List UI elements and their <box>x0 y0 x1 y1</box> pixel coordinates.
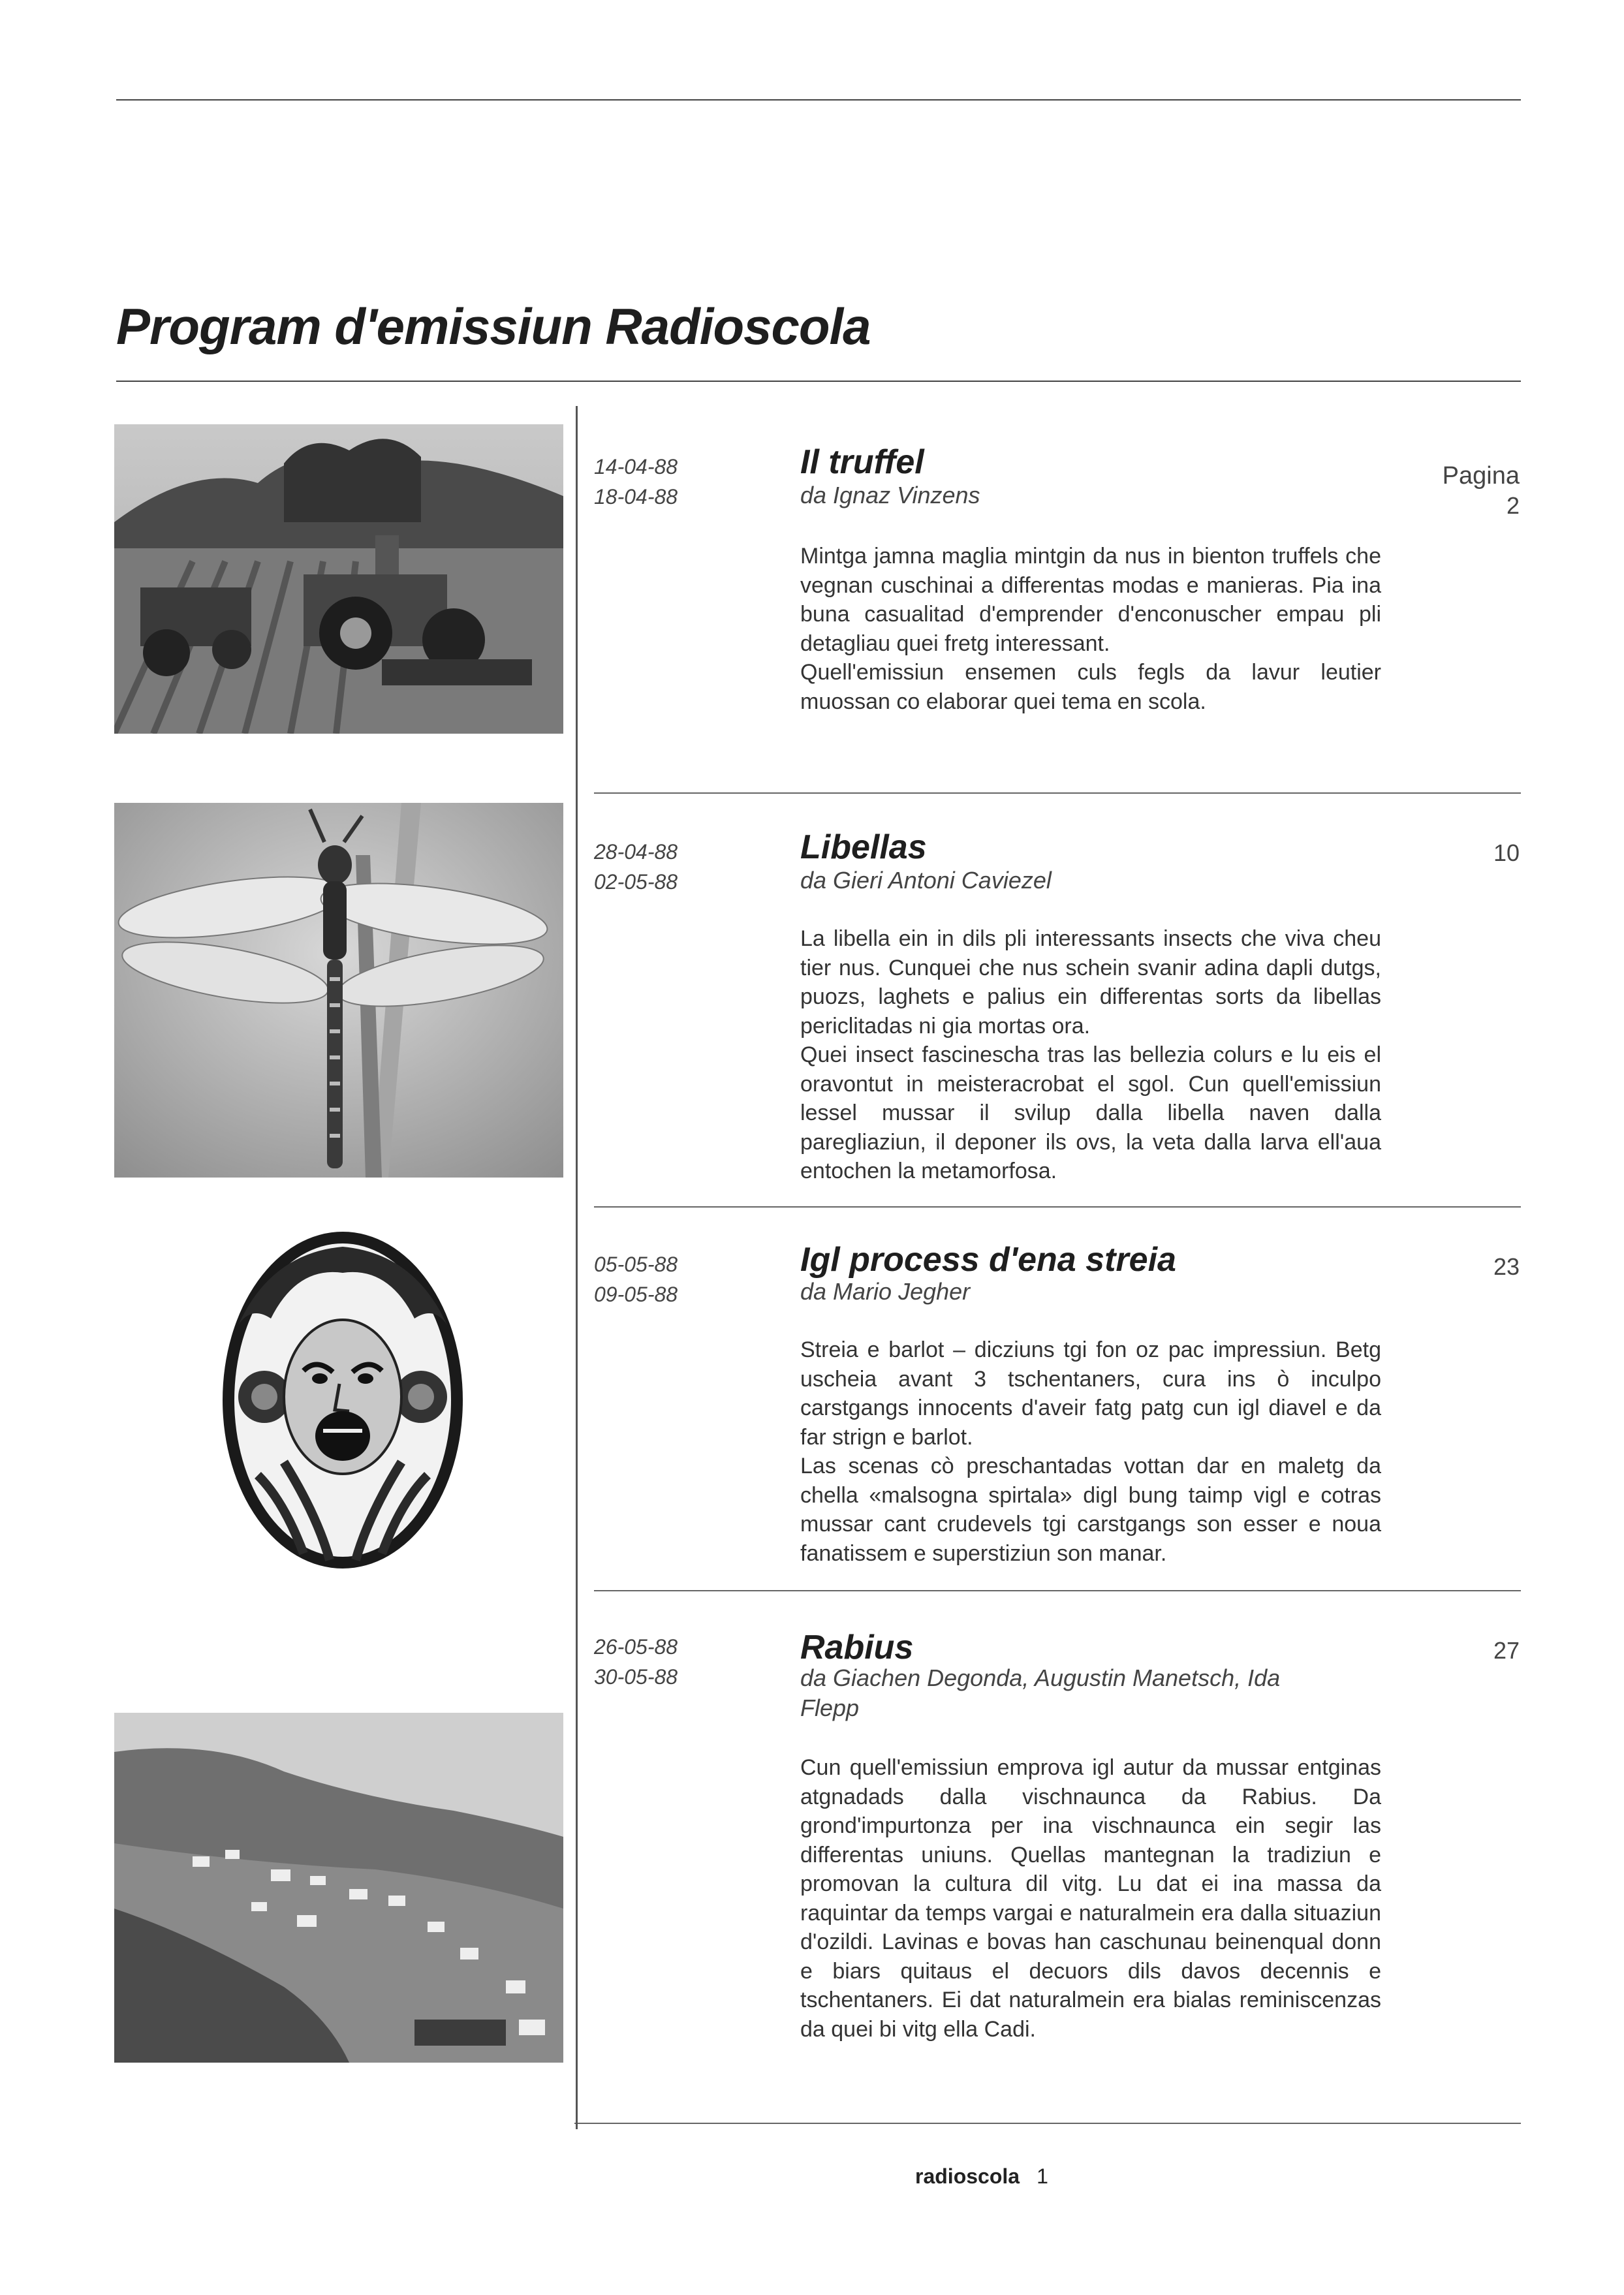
broadcast-date: 05-05-88 <box>594 1253 678 1276</box>
bottom-rule <box>574 2123 1521 2124</box>
separator-rule-3 <box>594 1590 1521 1591</box>
footer-brand: radioscola <box>915 2164 1020 2188</box>
page-title: Program d'emissiun Radioscola <box>116 298 871 355</box>
separator-rule-2 <box>594 1206 1521 1208</box>
broadcast-date: 02-05-88 <box>594 870 678 894</box>
description-paragraph: Las scenas cò preschantadas vottan dar en maletg da chella «malsogna spirtala» digl bung taimp vigl e cotras mussar cant crudevels tgi carstgangs son esser e noua fanatissem e superstiziun son manar. <box>800 1454 1381 1566</box>
description-paragraph: La libella ein in dils pli interessants insects che viva cheu tier nus. Cunquei che nus schein svanir adina dapli dutgs, puozs, laghets e palius ein differentas sorts da libellas periclitadas ni gia mortas ora. <box>800 926 1381 1038</box>
episode-description <box>800 542 1381 716</box>
rabius-village-photo <box>114 1713 563 2063</box>
episode-page-number: 2 <box>1506 492 1520 519</box>
episode-page-number: 10 <box>1493 839 1520 866</box>
witch-engraving <box>219 1227 467 1573</box>
description-paragraph: Streia e barlot – dicziuns tgi fon oz pac impressiun. Betg uscheia avant 3 tschentaners, cura ins ò inculpo carstgangs innocents d'aveir fatg patg cun igl diavel e da far strign e barlot. <box>800 1337 1381 1450</box>
episode-description <box>800 1335 1381 1568</box>
episode-description <box>800 924 1381 1186</box>
footer-page-number: 1 <box>1037 2164 1048 2188</box>
episode-author: da Mario Jegher <box>800 1278 971 1305</box>
episode-dates <box>594 452 764 512</box>
page-footer <box>915 2164 1048 2189</box>
broadcast-date: 30-05-88 <box>594 1665 678 1689</box>
episode-page-number: 23 <box>1493 1253 1520 1280</box>
separator-rule-1 <box>594 792 1521 794</box>
episode-dates <box>594 1632 764 1692</box>
description-paragraph: Cun quell'emissiun emprova igl autur da mussar entginas atgnadads dalla vischnaunca da Rabius. Da grond'impurtonza per ina vischnaunca ein segir las differentas uniuns. Quellas mantegnan la tradiziun e promovan la cultura dil vitg. Lu dat ei ina massa da raquintar da temps vargai e naturalmein era dalla situaziun d'ozildi. Lavinas e bovas han caschunau beinenqual donn e biars quitaus el decuors dils davos decennis e tschentaners. Ei dat naturalmein era bialas reminiscenzas da quei bi vitg ella Cadi. <box>800 1755 1381 2042</box>
episode-title: Libellas <box>800 828 927 866</box>
episode-description <box>800 1753 1381 2044</box>
episode-page-number: 27 <box>1493 1637 1520 1664</box>
episode-dates <box>594 837 764 897</box>
episode-author: da Giachen Degonda, Augustin Manetsch, Ida Flepp <box>800 1664 1281 1721</box>
broadcast-date: 28-04-88 <box>594 840 678 864</box>
episode-author: da Gieri Antoni Caviezel <box>800 867 1052 894</box>
broadcast-date: 18-04-88 <box>594 485 678 508</box>
top-rule <box>116 99 1521 101</box>
episode-title: Il truffel <box>800 443 924 481</box>
description-paragraph: Mintga jamna maglia mintgin da nus in bienton truffels che vegnan cuschinai a differentas modas e manieras. Pia ina buna casualitad d'emprender d'enconuscher empau pli detagliau quei fretg interessant. <box>800 544 1381 656</box>
episode-title: Rabius <box>800 1629 914 1666</box>
description-paragraph: Quell'emissiun ensemen culs fegls da lavur leutier muossan co elaborar quei tema en scola. <box>800 660 1381 714</box>
episode-author: da Ignaz Vinzens <box>800 482 980 508</box>
episode-dates <box>594 1249 764 1309</box>
tractor-photo <box>114 424 563 734</box>
episode-title: Igl process d'ena streia <box>800 1241 1176 1279</box>
dragonfly-photo <box>114 803 563 1178</box>
broadcast-date: 26-05-88 <box>594 1635 678 1659</box>
title-rule <box>116 381 1521 382</box>
column-divider <box>576 406 578 2129</box>
broadcast-date: 14-04-88 <box>594 455 678 478</box>
page-column-header: Pagina <box>1442 462 1520 490</box>
description-paragraph: Quei insect fascinescha tras las bellezia colurs e lu eis el oravontut in meisteracrobat el sgol. Cun quell'emissiun lessel mussar il svilup dalla libella naven dalla paregliaziun, il deponer ils ovs, la veta dalla larva ell'aua entochen la metamorfosa. <box>800 1042 1381 1183</box>
broadcast-date: 09-05-88 <box>594 1283 678 1306</box>
